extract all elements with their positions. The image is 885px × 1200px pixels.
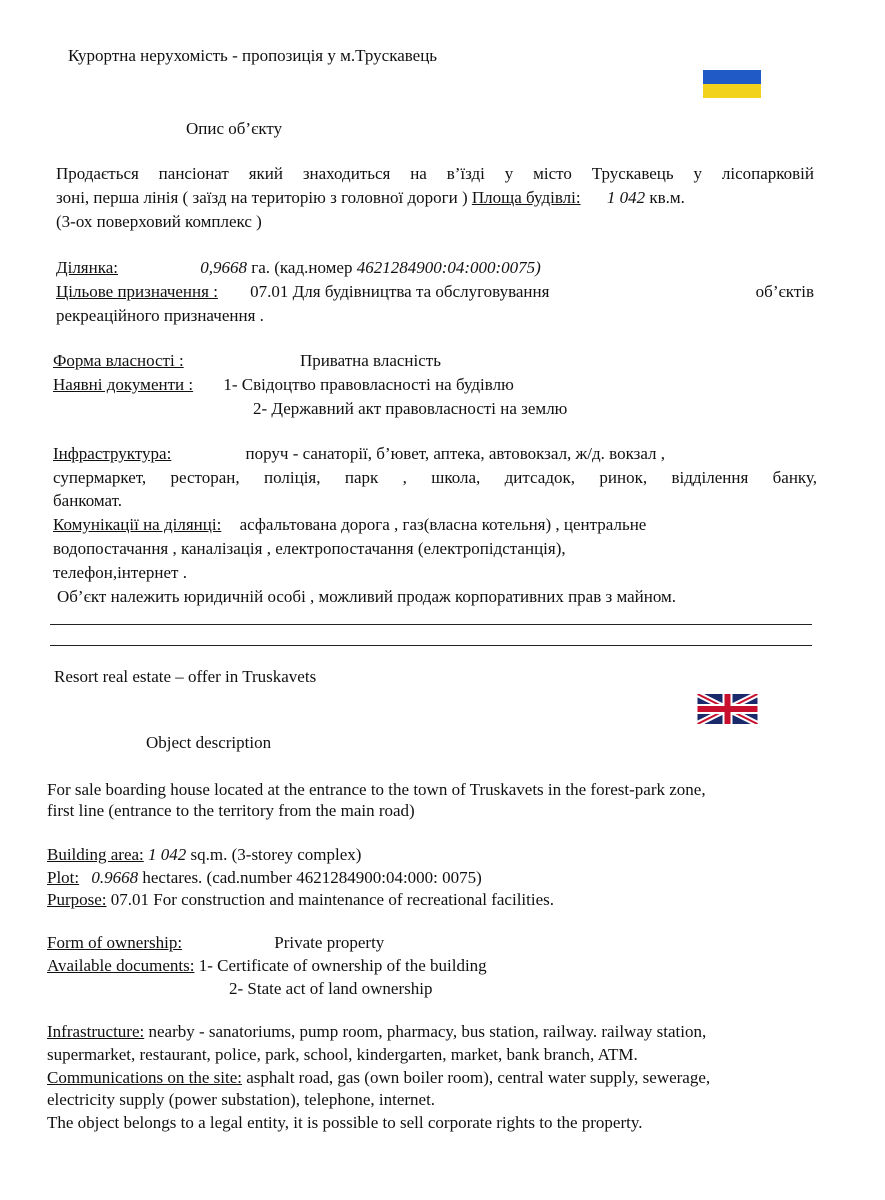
- ua-docs-label: Наявні документи :: [53, 375, 194, 394]
- en-plot-text: hectares. (cad.number 4621284900:04:000: 0075): [138, 868, 482, 887]
- ua-purpose-line2: рекреаційного призначення .: [56, 306, 264, 325]
- en-doc-1: 1- Certificate of ownership of the building: [194, 956, 487, 975]
- ua-purpose-tail: об’єктів: [755, 282, 814, 301]
- en-ownership-label: Form of ownership:: [47, 933, 183, 952]
- en-comm-1: asphalt road, gas (own boiler room), central water supply, sewerage,: [242, 1068, 711, 1087]
- ua-infra-row: [53, 442, 665, 466]
- ua-plot-value: 0,9668: [200, 258, 247, 277]
- ua-ownership-label: Форма власності :: [53, 351, 184, 370]
- ua-intro-line3: (3-ох поверховий комплекс ): [56, 212, 262, 231]
- ua-title: Курортна нерухомість - пропозиція у м.Трускавець: [68, 46, 438, 65]
- ua-intro-line1: Продається пансіонат який знаходиться на в’їзді у місто Трускавець у лісопарковій: [56, 164, 814, 183]
- en-plot-label: Plot:: [47, 868, 80, 887]
- en-ownership-row: [47, 931, 384, 955]
- ua-ownership-value: Приватна власність: [299, 351, 441, 370]
- en-doc-2: 2- State act of land ownership: [229, 979, 433, 998]
- ua-comm-3: телефон,інтернет .: [53, 563, 187, 582]
- ua-intro-text: зоні, перша лінія ( заїзд на територію з головної дороги ): [56, 188, 468, 207]
- ukraine-flag-icon: [703, 70, 761, 98]
- en-title: Resort real estate – offer in Truskavets: [54, 667, 317, 686]
- en-comm-row: [47, 1066, 710, 1090]
- en-docs-label: Available documents:: [47, 956, 195, 975]
- en-plot-row: [47, 866, 482, 890]
- ua-plot-label: Ділянка:: [56, 258, 118, 277]
- uk-flag-icon: [697, 694, 758, 724]
- en-legal: The object belongs to a legal entity, it is possible to sell corporate rights to the property.: [47, 1113, 643, 1132]
- ua-purpose-label: Цільове призначення :: [56, 282, 218, 301]
- ua-area-unit: кв.м.: [649, 188, 685, 207]
- ua-docs-row: [53, 373, 514, 397]
- en-purpose-label: Purpose:: [47, 890, 107, 909]
- en-intro-line1: For sale boarding house located at the entrance to the town of Truskavets in the forest-park zone,: [47, 780, 706, 799]
- ua-purpose-row: [56, 280, 814, 304]
- en-area-label: Building area:: [47, 845, 144, 864]
- ua-infra-2: супермаркет, ресторан, поліція, парк , школа, дитсадок, ринок, відділення банку,: [53, 468, 817, 487]
- ua-purpose-text: 07.01 Для будівництва та обслуговування: [250, 282, 550, 301]
- en-purpose-text: 07.01 For construction and maintenance of recreational facilities.: [106, 890, 555, 909]
- en-purpose-row: [47, 888, 554, 912]
- ua-comm-row: [53, 513, 646, 537]
- ua-infra-3: банкомат.: [53, 491, 123, 510]
- en-docs-row: [47, 954, 487, 978]
- en-area-row: [47, 843, 361, 867]
- ua-plot-cad: 4621284900:04:000:0075): [356, 258, 541, 277]
- ua-comm-label: Комунікації на ділянці:: [53, 515, 222, 534]
- en-comm-2: electricity supply (power substation), telephone, internet.: [47, 1090, 436, 1109]
- ua-area-label: Площа будівлі:: [471, 188, 581, 207]
- en-plot-value: 0.9668: [91, 868, 139, 887]
- en-comm-label: Communications on the site:: [47, 1068, 243, 1087]
- ua-intro-line2: [56, 186, 685, 210]
- ua-ownership-row: [53, 349, 441, 373]
- ua-comm-1: асфальтована дорога , газ(власна котельня) , центральне: [239, 515, 647, 534]
- divider-line: [50, 624, 812, 625]
- ua-infra-label: Інфраструктура:: [53, 444, 172, 463]
- ua-comm-2: водопостачання , каналізація , електропостачання (електропідстанція),: [53, 539, 566, 558]
- en-infra-1: nearby - sanatoriums, pump room, pharmacy, bus station, railway. railway station,: [144, 1022, 707, 1041]
- ua-area-value: 1 042: [606, 188, 646, 207]
- divider-line: [50, 645, 812, 646]
- en-intro-line2: first line (entrance to the territory from the main road): [47, 801, 415, 820]
- ua-plot-row: [56, 256, 541, 280]
- en-infra-2: supermarket, restaurant, police, park, school, kindergarten, market, bank branch, ATM.: [47, 1045, 638, 1064]
- ua-doc-1: 1- Свідоцтво правовласності на будівлю: [223, 375, 514, 394]
- ua-plot-text: га. (кад.номер: [251, 258, 353, 277]
- en-infra-row: [47, 1020, 706, 1044]
- ua-legal: Об’єкт належить юридичній особі , можливий продаж корпоративних прав з майном.: [57, 587, 677, 606]
- ua-infra-1: поруч - санаторії, б’ювет, аптека, автовокзал, ж/д. вокзал ,: [245, 444, 666, 463]
- en-area-value: 1 042: [148, 845, 187, 864]
- en-infra-label: Infrastructure:: [47, 1022, 145, 1041]
- en-area-text: sq.m. (3-storey complex): [186, 845, 362, 864]
- en-ownership-value: Private property: [274, 933, 385, 952]
- ua-doc-2: 2- Державний акт правовласності на землю: [253, 399, 568, 418]
- ua-heading: Опис об’єкту: [186, 119, 283, 138]
- en-heading: Object description: [146, 733, 272, 752]
